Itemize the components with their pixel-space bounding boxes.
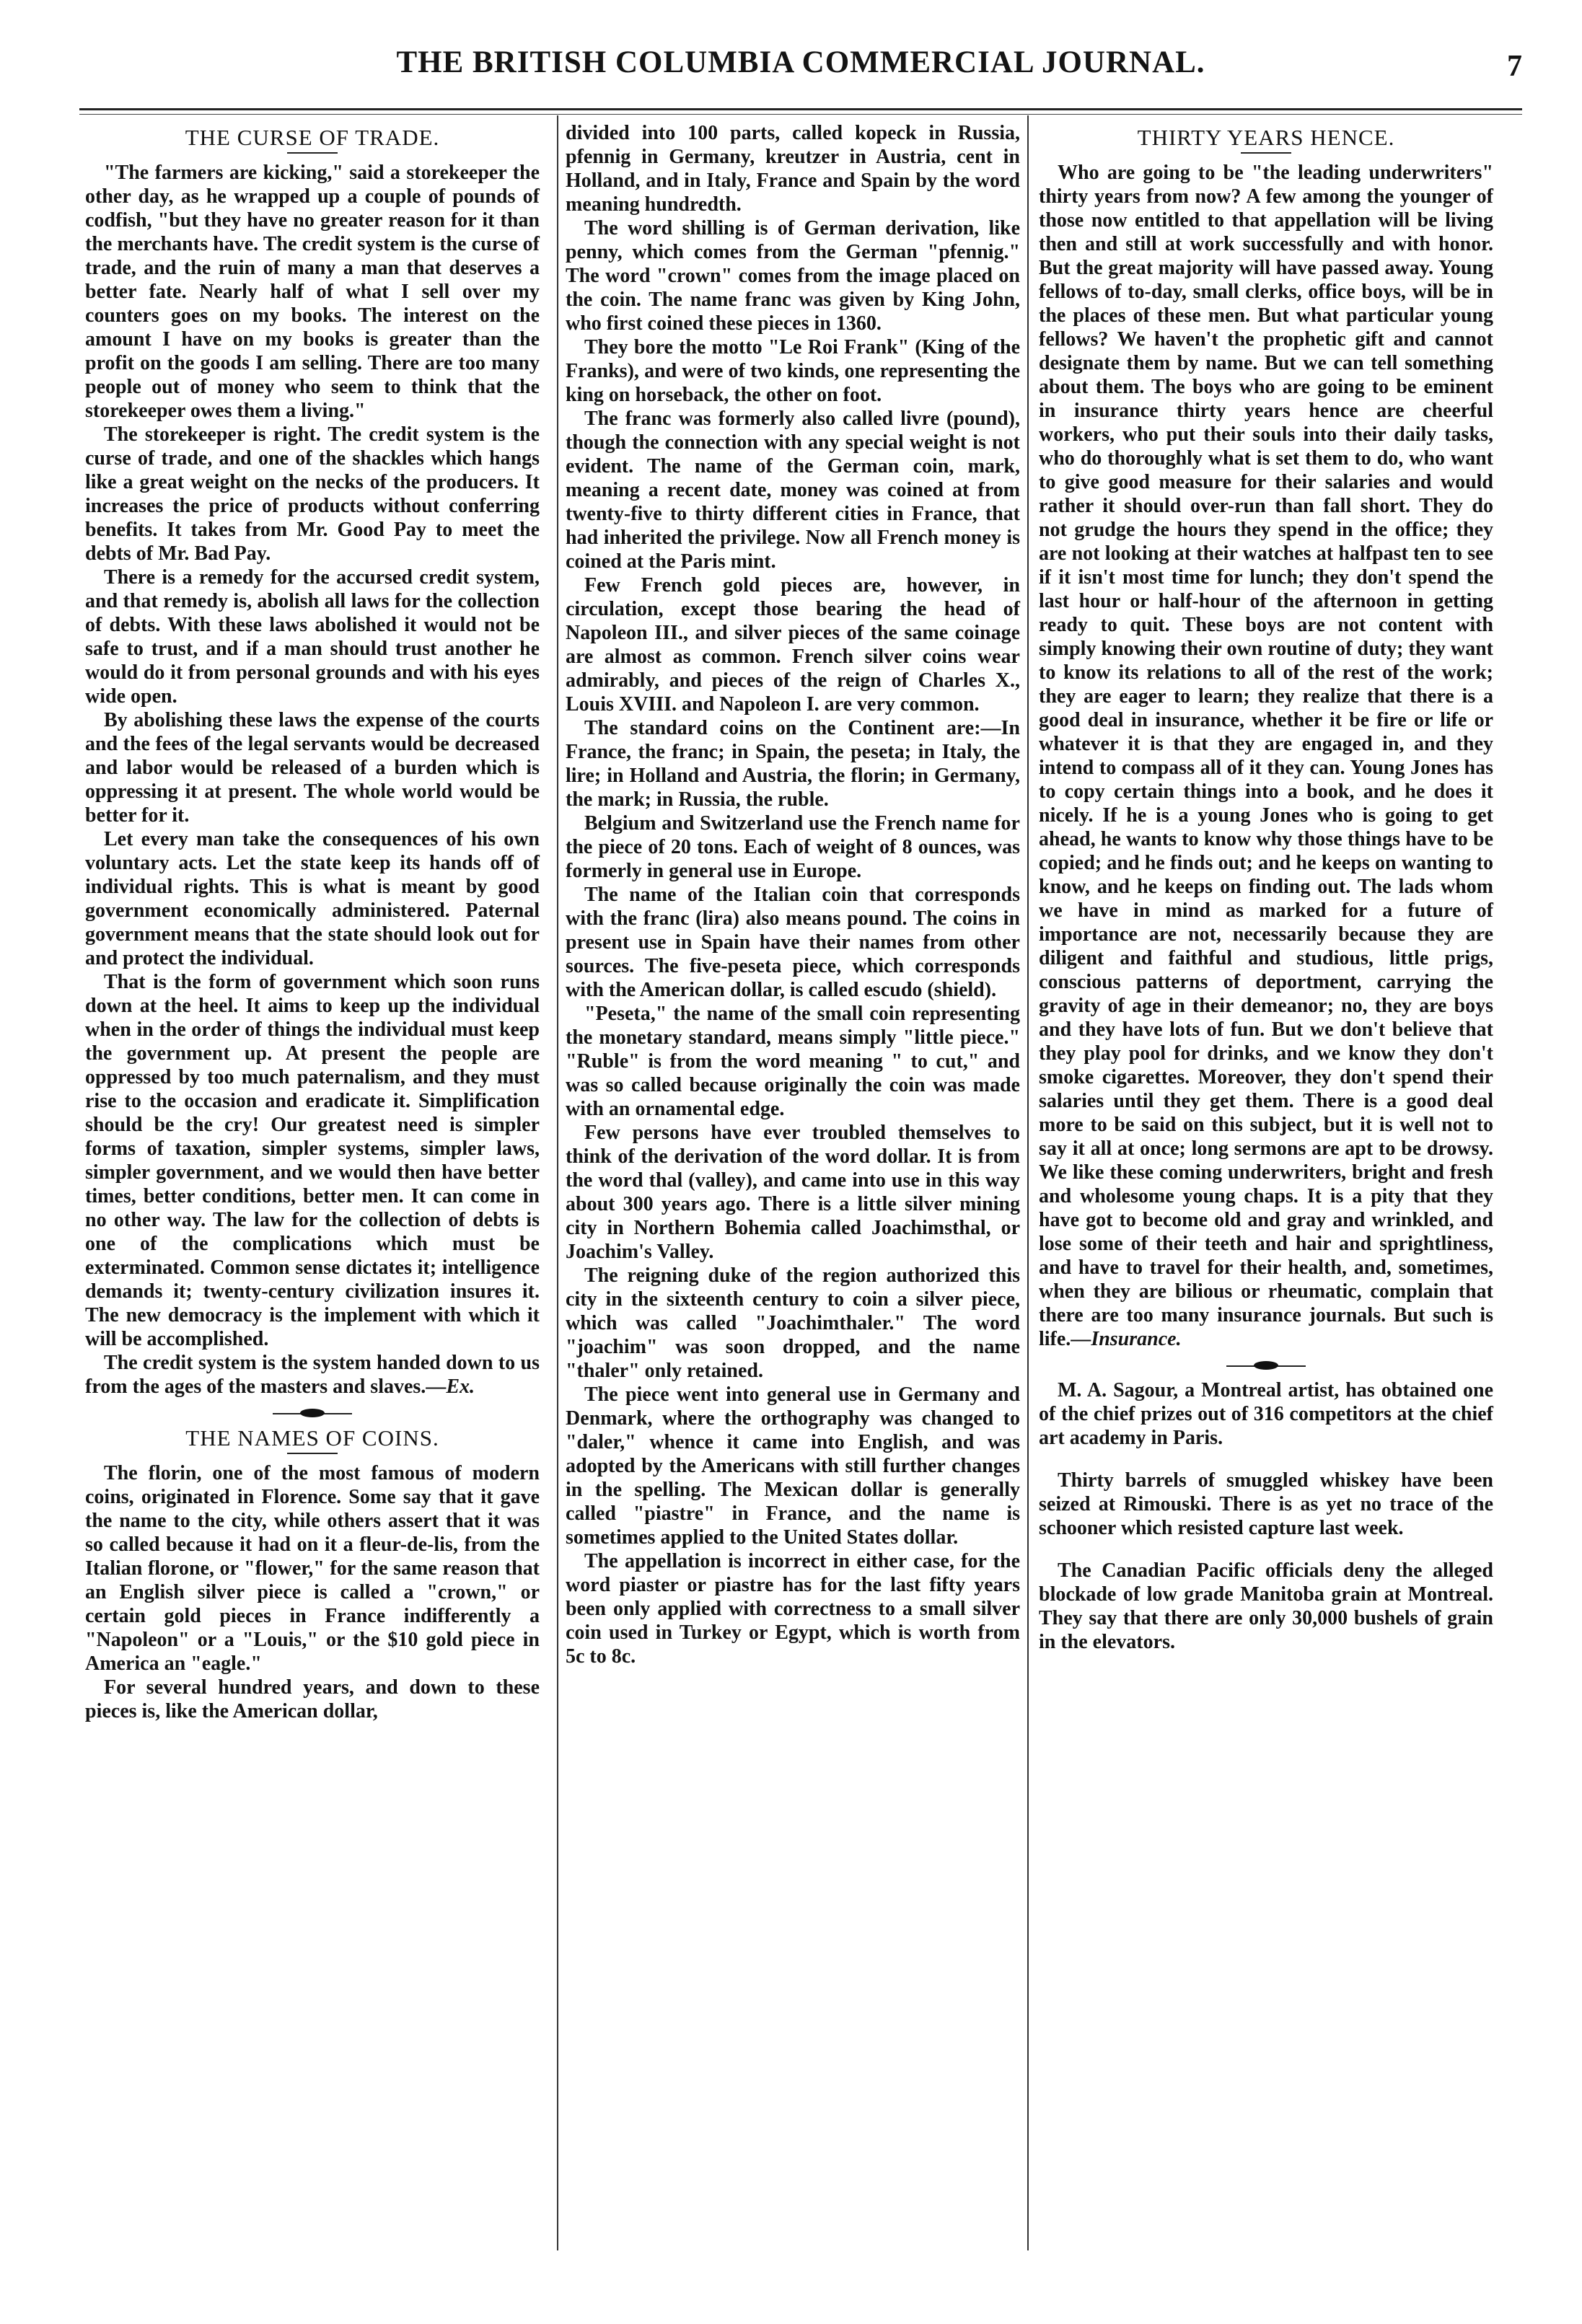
page-number: 7 bbox=[1507, 50, 1522, 83]
paragraph: The franc was formerly also called livre (pound), though the connection with any special weight is not evident. The name of the German coin, mark, meaning a recent date, money was coined at from twenty-five to thirty different cities in France, that had inherited the privilege. Now all French money is coined at the Paris mint. bbox=[566, 408, 1020, 573]
paragraph: The florin, one of the most famous of modern coins, originated in Florence. Some say that it gave the name to the city, while others assert that it was so called because it had on it a fleur-de-lis, from the Italian florone, or "flower," for the same reason that an English silver piece is called a "crown," or certain gold pieces in France indifferently a "Napoleon" or a "Louis," or the $10 gold piece in America an "eagle." bbox=[85, 1462, 540, 1675]
journal-title: THE BRITISH COLUMBIA COMMERCIAL JOURNAL. bbox=[396, 45, 1205, 79]
article-title-names-of-coins: THE NAMES OF COINS. bbox=[185, 1425, 439, 1451]
column-2 bbox=[566, 121, 1020, 1668]
paragraph: divided into 100 parts, called kopeck in Russia, pfennig in Germany, kreutzer in Austria, cent in Holland, and in Italy, France and Spain by the word meaning hundredth. bbox=[566, 122, 1020, 216]
paragraph: The storekeeper is right. The credit system is the curse of trade, and one of the shackles which hangs like a great weight on the necks of the producers. It increases the price of products without conferring benefits. It takes from Mr. Good Pay to meet the debts of Mr. Bad Pay. bbox=[85, 423, 540, 565]
column-1 bbox=[85, 121, 540, 1723]
paragraph: The appellation is incorrect in either case, for the word piaster or piastre has for the last fifty years been only applied with correctness to a small silver coin used in Turkey or Egypt, which is worth from 5c to 8c. bbox=[566, 1550, 1020, 1668]
paragraph: Few French gold pieces are, however, in circulation, except those bearing the head of Napoleon III., and silver pieces of the same coinage are almost as common. French silver coins wear admirably, and pieces of the reign of Charles X., Louis XVIII. and Napoleon I. are very common. bbox=[566, 574, 1020, 716]
news-item: Thirty barrels of smuggled whiskey have been seized at Rimouski. There is as yet no trace of the schooner which resisted capture last week. bbox=[1039, 1469, 1493, 1539]
paragraph bbox=[1039, 161, 1493, 1351]
column-divider-2 bbox=[1027, 115, 1029, 2250]
paragraph-text: Who are going to be "the leading underwriters" thirty years from now? A few among the younger of those now entitled to that appellation will be living then and still at work successfully and with honor. But the great majority will have passed away. Young fellows of to-day, small clerks, office boys, will be in the places of these men. But what particular young fellows? We haven't the prophetic gift and cannot designate them by name. But we can tell something about them. The boys who are going to be eminent in insurance thirty years hence are cheerful workers, who put their souls into their daily tasks, who do thoroughly what is set them to do, who want to give good measure for their salaries and would rather it should over-run than fall short. They do not grudge the hours they spend in the office; they are not looking at their watches at halfpast ten to see if it isn't most time for lunch; they don't spend the last hour or half-hour of the afternoon in getting ready to quit. These boys are not content with simply knowing their own routine of duty; they want to know its relations to all of the rest of the work; they are eager to learn; they realize that there is a good deal in insurance, whether it be fire or life or whatever it is that they are engaged in, and they intend to compass all of it they can. Young Jones has to copy certain things into a book, and he does it nicely. If he is a young Jones who is going to get ahead, he wants to know why those things have to be copied; and he finds out; and he keeps on wanting to know, and he keeps on finding out. The lads whom we have in mind as marked for a future of importance are not, necessarily because they are diligent and faithful and studious, little prigs, conscious patterns of deportment, carrying the gravity of age in their demeanor; no, they are boys and they have lots of fun. But we don't believe that they play pool for drinks, and we know they don't smoke cigarettes. Moreover, they don't spend their salaries until they get them. There is a good deal more to be said on this subject, but it is well not to say it all at once; long sermons are apt to be drowsy. We like these coming underwriters, bright and fresh and wholesome young chaps. It is a pity that they have got to become old and gray and wrinkled, and lose some of their teeth and hair and sprightliness, and have to travel for their health, and, sometimes, when they are bilious or rheumatic, complain that there are too many insurance journals. But such is life.— bbox=[1039, 162, 1493, 1350]
paragraph: They bore the motto "Le Roi Frank" (King of the Franks), and were of two kinds, one representing the king on horseback, the other on foot. bbox=[566, 336, 1020, 406]
paragraph: "Peseta," the name of the small coin representing the monetary standard, means simply "little piece." "Ruble" is from the word meaning " to cut," and was so called because originally the coin was made with an ornamental edge. bbox=[566, 1003, 1020, 1120]
news-item: M. A. Sagour, a Montreal artist, has obtained one of the chief prizes out of 316 competitors at the chief art academy in Paris. bbox=[1039, 1379, 1493, 1449]
paragraph-text: The credit system is the system handed down to us from the ages of the masters and slaves.— bbox=[85, 1352, 540, 1398]
paragraph: The word shilling is of German derivation, like penny, which comes from the German "pfennig." The word "crown" comes from the image placed on the coin. The name franc was given by King John, who first coined these pieces in 1360. bbox=[566, 217, 1020, 335]
article-title-curse-of-trade: THE CURSE OF TRADE. bbox=[185, 125, 440, 150]
paragraph: The standard coins on the Continent are:—In France, the franc; in Spain, the peseta; in Italy, the lire; in Holland and Austria, the florin; in Germany, the mark; in Russia, the ruble. bbox=[566, 717, 1020, 811]
paragraph: "The farmers are kicking," said a storekeeper the other day, as he wrapped up a couple of pounds of codfish, "but they have no greater reason for it than the merchants have. The credit system is the curse of trade, and the ruin of many a man that deserves a better fate. Nearly half of what I sell over my counters goes on my books. The interest on the amount I have on my books is greater than the profit on the goods I am selling. There are too many people out of money who seem to think that the storekeeper owes them a living." bbox=[85, 162, 540, 422]
column-divider-1 bbox=[557, 115, 558, 2250]
paragraph: For several hundred years, and down to these pieces is, like the American dollar, bbox=[85, 1676, 540, 1722]
title-rule bbox=[287, 152, 338, 154]
paragraph: By abolishing these laws the expense of the courts and the fees of the legal servants would be decreased and labor would be released of a burden which is oppressing it at present. The whole world would be better for it. bbox=[85, 709, 540, 827]
title-rule bbox=[287, 1453, 338, 1454]
article-separator bbox=[85, 1409, 540, 1419]
article-title-thirty-years-hence: THIRTY YEARS HENCE. bbox=[1137, 125, 1395, 150]
paragraph: Belgium and Switzerland use the French name for the piece of 20 tons. Each of weight of 8 ounces, was formerly in general use in Europe. bbox=[566, 812, 1020, 882]
news-item: The Canadian Pacific officials deny the alleged blockade of low grade Manitoba grain at Montreal. They say that there are only 30,000 bushels of grain in the elevators. bbox=[1039, 1559, 1493, 1653]
article-separator bbox=[1039, 1361, 1493, 1371]
source-credit: Ex. bbox=[446, 1376, 475, 1398]
column-3 bbox=[1039, 121, 1493, 1654]
header-rule bbox=[79, 108, 1522, 110]
header-rule-thin bbox=[79, 114, 1522, 115]
source-credit: Insurance. bbox=[1091, 1328, 1182, 1350]
paragraph: The piece went into general use in Germany and Denmark, where the orthography was changed to "daler," whence it came into English, and was adopted by the Americans with still further changes in the spelling. The Mexican dollar is generally called "piastre" in France, and the name is sometimes applied to the United States dollar. bbox=[566, 1383, 1020, 1549]
paragraph: Let every man take the consequences of his own voluntary acts. Let the state keep its hands off of individual rights. This is what is meant by good government economically administered. Paternal government means that the state should look out for and protect the individual. bbox=[85, 828, 540, 969]
masthead bbox=[79, 45, 1522, 91]
paragraph: The name of the Italian coin that corresponds with the franc (lira) also means pound. The coins in present use in Spain have their names from other sources. The five-peseta piece, which corresponds with the American dollar, is called escudo (shield). bbox=[566, 884, 1020, 1001]
paragraph: The reigning duke of the region authorized this city in the sixteenth century to coin a silver piece, which was called "Joachimthaler." The word "joachim" was soon dropped, and the name "thaler" only retained. bbox=[566, 1264, 1020, 1382]
paragraph: That is the form of government which soon runs down at the heel. It aims to keep up the individual when in the order of things the individual must keep the government up. At present the people are oppressed by too much paternalism, and they must rise to the occasion and eradicate it. Simplification should be the cry! Our greatest need is simpler forms of taxation, simpler systems, simpler laws, simpler government, and we would then have better times, better conditions, better men. It can come in no other way. The law for the collection of debts is one of the complications which must be exterminated. Common sense dictates it; intelligence demands it; twenty-century civilization insures it. The new democracy is the implement with which it will be accomplished. bbox=[85, 971, 540, 1350]
paragraph bbox=[85, 1351, 540, 1399]
paragraph: There is a remedy for the accursed credit system, and that remedy is, abolish all laws for the collection of debts. With these laws abolished it would not be safe to trust, and if a man should trust another he would do it from personal grounds and with his eyes wide open. bbox=[85, 566, 540, 708]
paragraph: Few persons have ever troubled themselves to think of the derivation of the word dollar. It is from the word thal (valley), and came into use in this way about 300 years ago. There is a little silver mining city in Northern Bohemia called Joachimsthal, or Joachim's Valley. bbox=[566, 1122, 1020, 1263]
title-rule bbox=[1241, 152, 1291, 154]
